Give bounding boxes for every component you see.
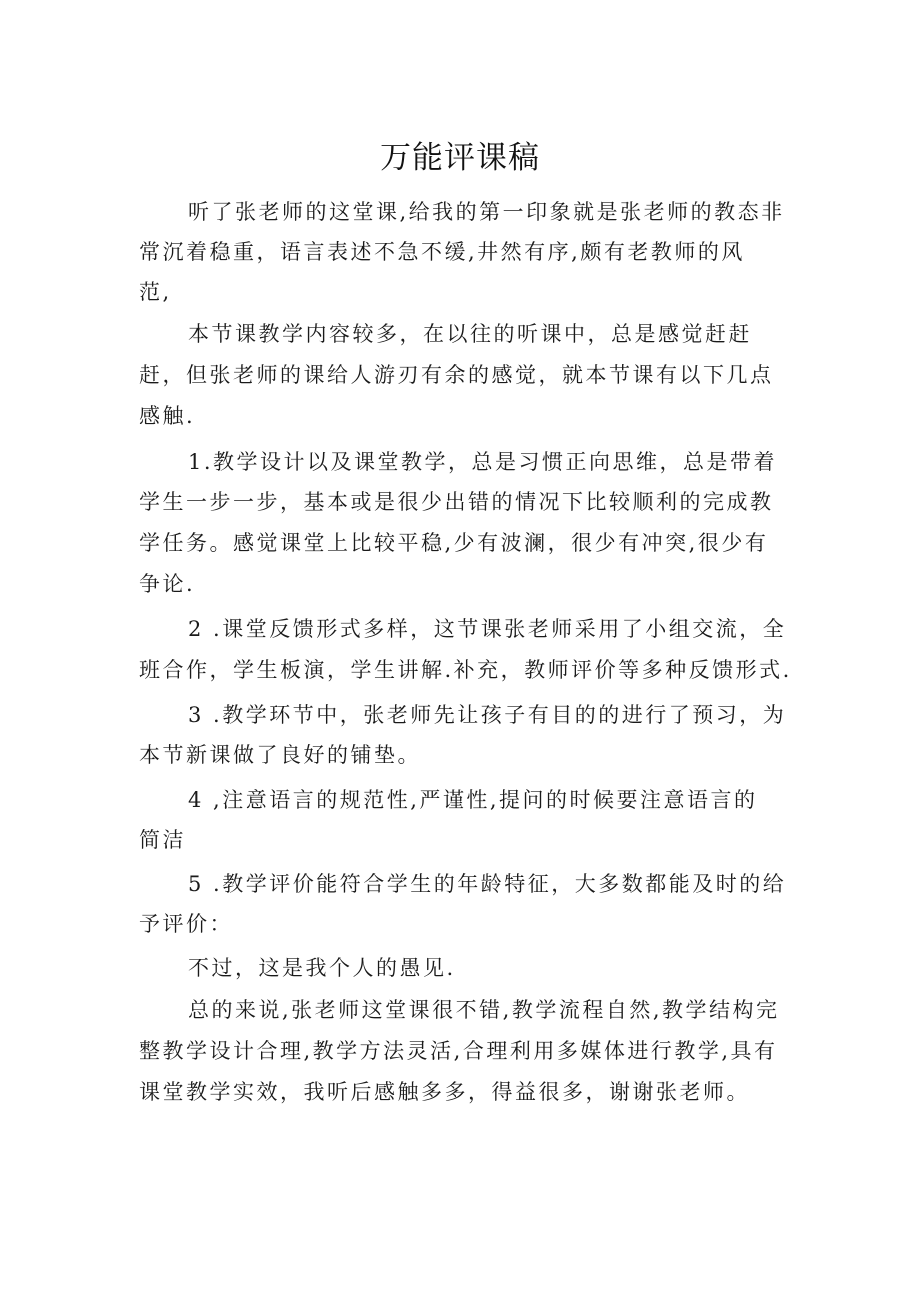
text-line: 4 ,注意语言的规范性,严谨性,提问的时候要注意语言的	[188, 788, 758, 812]
text-line: 学任务。感觉课堂上比较平稳,少有波澜，很少有冲突,很少有	[139, 531, 769, 555]
text-line: 本节课教学内容较多，在以往的听课中，总是感觉赶赶	[188, 322, 752, 346]
text-line: 不过，这是我个人的愚见.	[188, 956, 456, 980]
text-line: 听了张老师的这堂课,给我的第一印象就是张老师的教态非	[188, 200, 785, 224]
text-line: 班合作，学生板演，学生讲解.补充，教师评价等多种反馈形式.	[139, 658, 792, 682]
text-line: 整教学设计合理,教学方法灵活,合理利用多媒体进行教学,具有	[139, 1039, 778, 1063]
text-line: 范,	[139, 280, 172, 304]
text-line: 2 .课堂反馈形式多样，这节课张老师采用了小组交流，全	[188, 617, 787, 641]
text-line: 予评价：	[139, 912, 233, 936]
text-line: 赶，但张老师的课给人游刃有余的感觉，就本节课有以下几点	[139, 363, 774, 387]
text-line: 1.教学设计以及课堂教学，总是习惯正向思维，总是带着	[188, 450, 778, 474]
text-line: 5 .教学评价能符合学生的年龄特征，大多数都能及时的给	[188, 872, 787, 896]
text-line: 3 .教学环节中，张老师先让孩子有目的的进行了预习，为	[188, 703, 787, 727]
text-line: 总的来说,张老师这堂课很不错,教学流程自然,教学结构完	[188, 998, 780, 1022]
text-line: 本节新课做了良好的铺垫。	[139, 743, 421, 767]
text-line: 简洁	[139, 828, 186, 852]
text-line: 学生一步一步，基本或是很少出错的情况下比较顺利的完成教	[139, 490, 774, 514]
text-line: 常沉着稳重，语言表述不急不缓,井然有序,颇有老教师的风	[139, 240, 745, 264]
text-line: 课堂教学实效，我听后感触多多，得益很多，谢谢张老师。	[139, 1080, 750, 1104]
document-title: 万能评课稿	[380, 140, 540, 176]
text-line: 感触.	[139, 404, 196, 428]
text-line: 争论.	[139, 572, 196, 596]
